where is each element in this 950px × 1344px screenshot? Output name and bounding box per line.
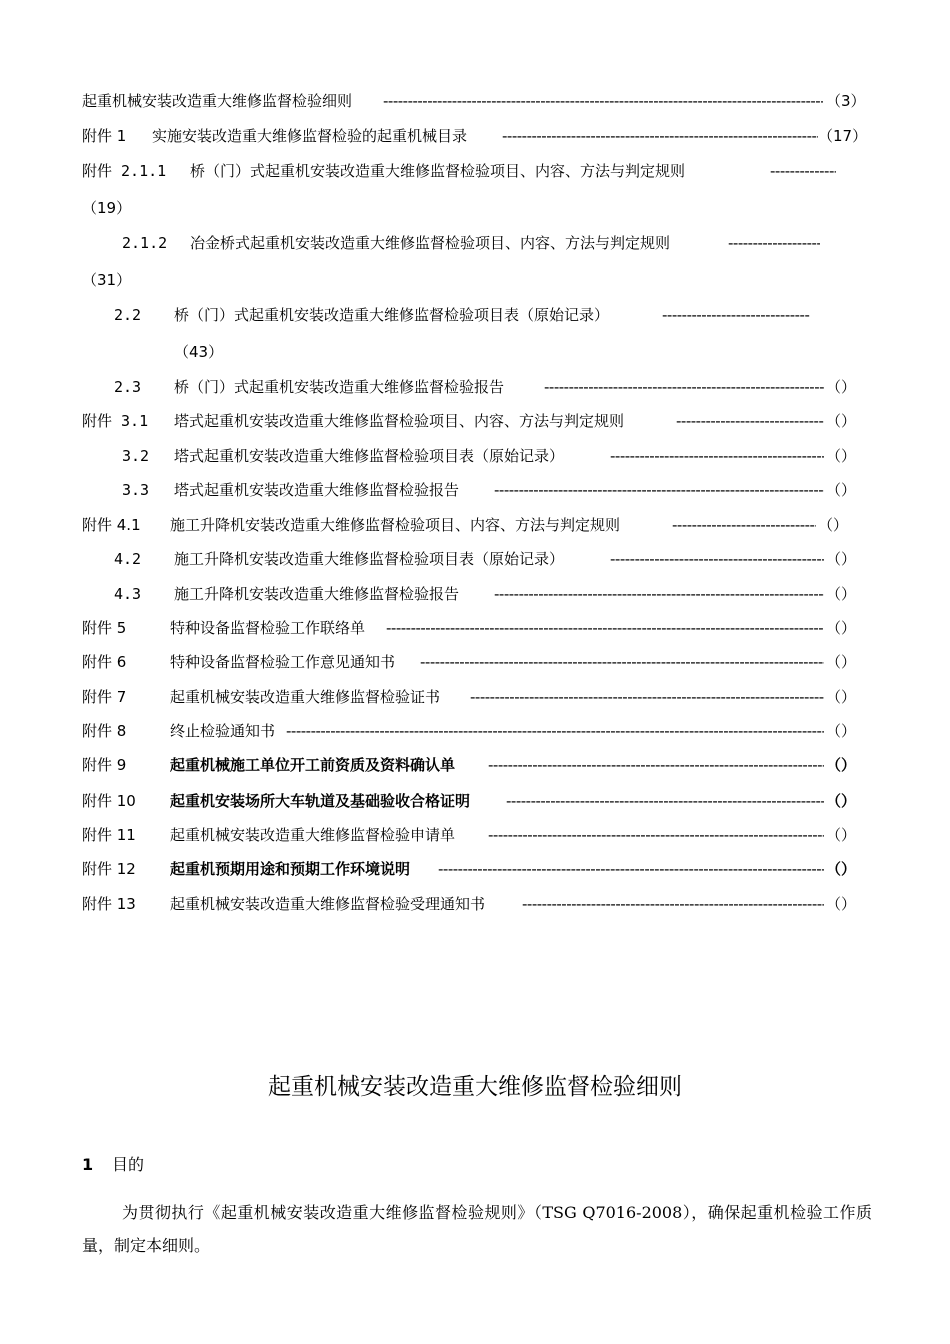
toc-page: （） [826, 653, 857, 671]
toc-entry [0, 719, 950, 743]
toc-entry-continued [0, 268, 950, 292]
toc-prefix: 附件 13 [82, 895, 136, 913]
toc-page: （） [826, 688, 857, 706]
toc-entry [0, 753, 950, 777]
toc-prefix: 附件 4.1 [82, 516, 141, 534]
toc-entry [0, 89, 950, 113]
toc-title: 施工升降机安装改造重大维修监督检验项目表（原始记录） [174, 550, 565, 568]
toc-leader [728, 231, 820, 255]
toc-page: （43） [174, 343, 224, 361]
toc-entry [0, 582, 950, 606]
toc-page: （） [826, 792, 857, 810]
toc-page: （19） [82, 199, 132, 217]
toc-prefix: 2.1.2 [122, 234, 168, 252]
toc-page: （） [826, 826, 857, 844]
toc-leader [488, 753, 824, 777]
toc-entry [0, 124, 950, 148]
toc-title: 桥（门）式起重机安装改造重大维修监督检验报告 [174, 378, 505, 396]
toc-page: （） [826, 550, 857, 568]
toc-title: 起重机械安装改造重大维修监督检验申请单 [170, 826, 456, 844]
toc-leader [502, 124, 818, 148]
toc-page: （3） [826, 92, 866, 110]
section-heading [82, 1153, 144, 1177]
toc-prefix: 附件 6 [82, 653, 127, 671]
toc-prefix: 附件 9 [82, 756, 127, 774]
toc-page: （） [826, 447, 857, 465]
toc-page: （17） [818, 127, 868, 145]
toc-title: 冶金桥式起重机安装改造重大维修监督检验项目、内容、方法与判定规则 [190, 234, 671, 252]
toc-prefix: 附件 3.1 [82, 412, 149, 430]
toc-leader [286, 719, 824, 743]
toc-page: （） [826, 722, 857, 740]
toc-leader [676, 409, 824, 433]
toc-title: 塔式起重机安装改造重大维修监督检验报告 [174, 481, 460, 499]
toc-page: （） [826, 378, 857, 396]
toc-entry [0, 892, 950, 916]
toc-leader [770, 159, 836, 183]
toc-page: （） [826, 619, 857, 637]
toc-prefix: 附件 1 [82, 127, 127, 145]
toc-page: （） [826, 412, 857, 430]
toc-leader [662, 303, 810, 327]
section-number: 1 [82, 1155, 94, 1174]
toc-leader [488, 823, 824, 847]
toc-entry [0, 685, 950, 709]
toc-entry [0, 513, 950, 537]
toc-prefix: 附件 10 [82, 792, 136, 810]
toc-leader [438, 857, 824, 881]
toc-entry-continued [0, 196, 950, 220]
toc-page: （） [826, 860, 857, 878]
toc-title: 起重机械安装改造重大维修监督检验证书 [170, 688, 441, 706]
toc-entry [0, 789, 950, 813]
toc-leader [494, 478, 824, 502]
toc-leader [383, 89, 823, 113]
toc-title: 塔式起重机安装改造重大维修监督检验项目表（原始记录） [174, 447, 565, 465]
toc-title: 起重机安装场所大车轨道及基础验收合格证明 [170, 792, 471, 810]
toc-title: 终止检验通知书 [170, 722, 276, 740]
toc-leader [610, 444, 824, 468]
toc-entry [0, 478, 950, 502]
toc-entry [0, 823, 950, 847]
toc-prefix: 附件 8 [82, 722, 127, 740]
toc-entry [0, 650, 950, 674]
toc-prefix: 附件 2.1.1 [82, 162, 167, 180]
toc-entry [0, 444, 950, 468]
toc-entry [0, 159, 950, 183]
toc-leader [522, 892, 824, 916]
toc-prefix: 4.2 [114, 550, 142, 568]
toc-prefix: 3.3 [122, 481, 150, 499]
toc-entry [0, 409, 950, 433]
toc-title: 塔式起重机安装改造重大维修监督检验项目、内容、方法与判定规则 [174, 412, 625, 430]
toc-title: 特种设备监督检验工作意见通知书 [170, 653, 396, 671]
toc-title: 实施安装改造重大维修监督检验的起重机械目录 [152, 127, 468, 145]
toc-leader [506, 789, 824, 813]
toc-leader [386, 616, 824, 640]
toc-prefix: 附件 5 [82, 619, 127, 637]
toc-title: 特种设备监督检验工作联络单 [170, 619, 366, 637]
body-paragraph: 为贯彻执行《起重机械安装改造重大维修监督检验规则》（TSG Q7016-2008），确保起重机检验工作质量，制定本细则。 [82, 1203, 872, 1255]
toc-leader [610, 547, 824, 571]
toc-title: 施工升降机安装改造重大维修监督检验项目、内容、方法与判定规则 [170, 516, 621, 534]
section-heading-text: 目的 [112, 1155, 145, 1174]
document-title: 起重机械安装改造重大维修监督检验细则 [268, 1074, 682, 1100]
toc-leader [494, 582, 824, 606]
toc-entry [0, 857, 950, 881]
toc-title: 起重机械安装改造重大维修监督检验受理通知书 [170, 895, 486, 913]
toc-entry [0, 375, 950, 399]
toc-entry-continued [0, 340, 950, 364]
toc-title: 施工升降机安装改造重大维修监督检验报告 [174, 585, 460, 603]
toc-prefix: 附件 12 [82, 860, 136, 878]
toc-page: （31） [82, 271, 132, 289]
toc-leader [672, 513, 816, 537]
toc-title: 起重机械施工单位开工前资质及资料确认单 [170, 756, 456, 774]
toc-page: （） [826, 481, 857, 499]
toc-entry [0, 303, 950, 327]
toc-page: （） [826, 895, 857, 913]
toc-entry [0, 231, 950, 255]
toc-page: （） [818, 516, 849, 534]
toc-prefix: 附件 11 [82, 826, 136, 844]
toc-title: 桥（门）式起重机安装改造重大维修监督检验项目表（原始记录） [174, 306, 610, 324]
toc-leader [470, 685, 824, 709]
toc-prefix: 3.2 [122, 447, 150, 465]
toc-page: （） [826, 585, 857, 603]
toc-entry [0, 547, 950, 571]
toc-prefix: 2.2 [114, 306, 142, 324]
toc-page: （） [826, 756, 857, 774]
toc-leader [544, 375, 824, 399]
toc-prefix: 附件 7 [82, 688, 127, 706]
toc-title: 起重机预期用途和预期工作环境说明 [170, 860, 411, 878]
toc-prefix: 2.3 [114, 378, 142, 396]
toc-entry [0, 616, 950, 640]
toc-title: 起重机械安装改造重大维修监督检验细则 [82, 92, 353, 110]
toc-title: 桥（门）式起重机安装改造重大维修监督检验项目、内容、方法与判定规则 [190, 162, 686, 180]
toc-prefix: 4.3 [114, 585, 142, 603]
toc-leader [420, 650, 824, 674]
